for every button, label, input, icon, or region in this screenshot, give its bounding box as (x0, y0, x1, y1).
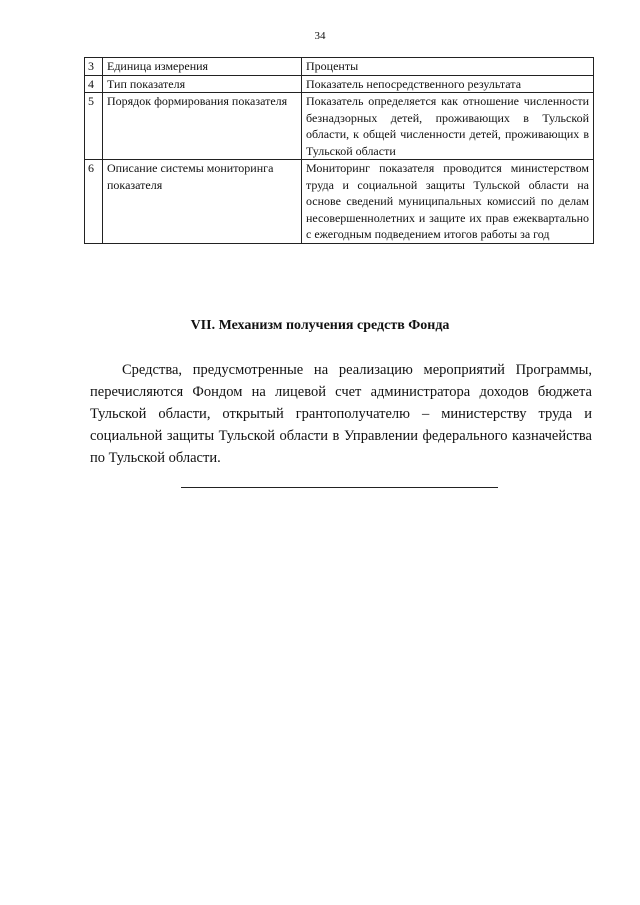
row-number: 6 (85, 160, 103, 244)
row-name: Единица измерения (103, 58, 302, 76)
section-heading: VII. Механизм получения средств Фонда (190, 318, 450, 333)
row-name: Описание системы мониторинга показателя (103, 160, 302, 244)
table-row (85, 75, 594, 93)
row-name: Порядок формирования показателя (103, 93, 302, 160)
body-paragraph: Средства, предусмотренные на реализацию мероприятий Программы, перечисляются Фондом на лицевой счет администратора доходов бюджета Тульской области, открытый грантополучателю – министерству труда и социальной защиты Тульской области в Управлении федерального казначейства по Тульской области. (90, 362, 592, 466)
row-value: Проценты (302, 58, 594, 76)
table-row (85, 160, 594, 244)
table-row (85, 58, 594, 76)
row-number: 4 (85, 75, 103, 93)
divider-line (181, 487, 498, 488)
row-number: 5 (85, 93, 103, 160)
page-number: 34 (314, 30, 326, 42)
row-number: 3 (85, 58, 103, 76)
row-value: Мониторинг показателя проводится министерством труда и социальной защиты Тульской области на основе сведений муниципальных комиссий по делам несовершеннолетних и защите их прав ежеквартально с ежегодным подведением итогов работы за год (302, 160, 594, 244)
row-value: Показатель определяется как отношение численности безнадзорных детей, проживающих в Тульской области, к общей численности детей, проживающих в Тульской области (302, 93, 594, 160)
row-name: Тип показателя (103, 75, 302, 93)
table-row (85, 93, 594, 160)
indicator-table (84, 57, 594, 244)
row-value: Показатель непосредственного результата (302, 75, 594, 93)
